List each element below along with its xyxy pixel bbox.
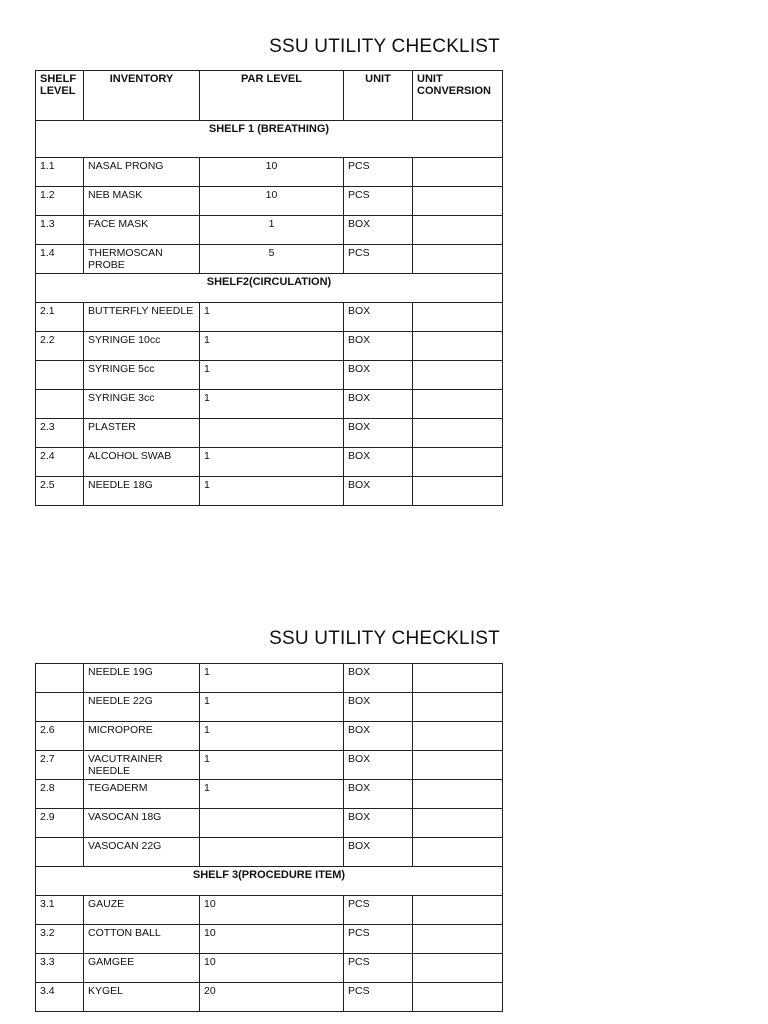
cell-inventory: VASOCAN 22G: [84, 838, 200, 867]
cell-inventory: GAMGEE: [84, 954, 200, 983]
cell-par-level: [200, 809, 344, 838]
section-title: SHELF 3(PROCEDURE ITEM): [36, 867, 503, 896]
cell-unit: BOX: [344, 303, 413, 332]
cell-unit: BOX: [344, 448, 413, 477]
cell-unit-conversion: [413, 693, 503, 722]
section-row: [36, 867, 503, 896]
cell-par-level: 1: [200, 303, 344, 332]
header-unit: UNIT: [344, 71, 413, 121]
cell-shelf-level: 1.1: [36, 158, 84, 187]
cell-unit: PCS: [344, 158, 413, 187]
cell-unit: BOX: [344, 419, 413, 448]
table-row: [36, 809, 503, 838]
cell-unit-conversion: [413, 664, 503, 693]
cell-unit-conversion: [413, 925, 503, 954]
cell-par-level: 1: [200, 216, 344, 245]
cell-inventory: NEEDLE 22G: [84, 693, 200, 722]
cell-shelf-level: 1.4: [36, 245, 84, 274]
cell-inventory: GAUZE: [84, 896, 200, 925]
cell-inventory: FACE MASK: [84, 216, 200, 245]
cell-unit: BOX: [344, 780, 413, 809]
cell-shelf-level: 2.8: [36, 780, 84, 809]
cell-inventory: THERMOSCAN PROBE: [84, 245, 200, 274]
cell-inventory: SYRINGE 5cc: [84, 361, 200, 390]
section-row: [36, 274, 503, 303]
cell-shelf-level: [36, 390, 84, 419]
cell-shelf-level: 2.4: [36, 448, 84, 477]
cell-unit-conversion: [413, 419, 503, 448]
cell-shelf-level: 1.2: [36, 187, 84, 216]
checklist-table-1: [35, 70, 503, 506]
table-row: [36, 245, 503, 274]
cell-inventory: PLASTER: [84, 419, 200, 448]
cell-unit-conversion: [413, 216, 503, 245]
cell-par-level: 20: [200, 983, 344, 1012]
table-row: [36, 925, 503, 954]
header-unit-conversion: UNIT CONVERSION: [413, 71, 503, 121]
cell-unit-conversion: [413, 477, 503, 506]
cell-par-level: 1: [200, 477, 344, 506]
cell-inventory: NASAL PRONG: [84, 158, 200, 187]
cell-inventory: ALCOHOL SWAB: [84, 448, 200, 477]
cell-shelf-level: [36, 664, 84, 693]
cell-unit-conversion: [413, 448, 503, 477]
cell-inventory: NEEDLE 18G: [84, 477, 200, 506]
cell-shelf-level: 3.3: [36, 954, 84, 983]
cell-par-level: 10: [200, 187, 344, 216]
cell-unit-conversion: [413, 838, 503, 867]
cell-unit: PCS: [344, 925, 413, 954]
cell-unit-conversion: [413, 780, 503, 809]
cell-inventory: SYRINGE 3cc: [84, 390, 200, 419]
table-row: [36, 448, 503, 477]
table-row: [36, 751, 503, 780]
cell-unit-conversion: [413, 896, 503, 925]
cell-shelf-level: 1.3: [36, 216, 84, 245]
cell-par-level: 1: [200, 448, 344, 477]
cell-inventory: VASOCAN 18G: [84, 809, 200, 838]
table-row: [36, 158, 503, 187]
cell-inventory: NEB MASK: [84, 187, 200, 216]
cell-par-level: 1: [200, 722, 344, 751]
cell-inventory: VACUTRAINER NEEDLE: [84, 751, 200, 780]
section-title: SHELF2(CIRCULATION): [36, 274, 503, 303]
header-par-level: PAR LEVEL: [200, 71, 344, 121]
cell-unit-conversion: [413, 187, 503, 216]
table-row: [36, 896, 503, 925]
cell-unit: BOX: [344, 751, 413, 780]
cell-unit-conversion: [413, 954, 503, 983]
cell-par-level: 10: [200, 925, 344, 954]
cell-unit-conversion: [413, 809, 503, 838]
page-title: SSU UTILITY CHECKLIST: [269, 628, 500, 649]
cell-inventory: SYRINGE 10cc: [84, 332, 200, 361]
cell-par-level: [200, 838, 344, 867]
table-row: [36, 216, 503, 245]
cell-unit-conversion: [413, 245, 503, 274]
page-title: SSU UTILITY CHECKLIST: [269, 36, 500, 57]
cell-inventory: MICROPORE: [84, 722, 200, 751]
cell-shelf-level: 2.5: [36, 477, 84, 506]
cell-par-level: 1: [200, 332, 344, 361]
cell-unit: BOX: [344, 332, 413, 361]
cell-unit-conversion: [413, 722, 503, 751]
cell-par-level: 1: [200, 780, 344, 809]
cell-shelf-level: 3.4: [36, 983, 84, 1012]
cell-shelf-level: 2.9: [36, 809, 84, 838]
cell-unit: BOX: [344, 693, 413, 722]
cell-par-level: 1: [200, 751, 344, 780]
cell-unit: PCS: [344, 896, 413, 925]
section-title: SHELF 1 (BREATHING): [36, 121, 503, 158]
cell-inventory: KYGEL: [84, 983, 200, 1012]
cell-unit: BOX: [344, 722, 413, 751]
cell-unit: BOX: [344, 477, 413, 506]
cell-unit: BOX: [344, 809, 413, 838]
cell-unit: BOX: [344, 664, 413, 693]
header-row: [36, 71, 503, 121]
cell-shelf-level: 2.2: [36, 332, 84, 361]
cell-par-level: 1: [200, 664, 344, 693]
cell-inventory: TEGADERM: [84, 780, 200, 809]
table-row: [36, 361, 503, 390]
cell-unit: PCS: [344, 983, 413, 1012]
table-row: [36, 722, 503, 751]
cell-par-level: 1: [200, 693, 344, 722]
cell-par-level: 10: [200, 158, 344, 187]
table-row: [36, 983, 503, 1012]
cell-shelf-level: 3.1: [36, 896, 84, 925]
cell-shelf-level: [36, 693, 84, 722]
cell-shelf-level: [36, 838, 84, 867]
table-row: [36, 838, 503, 867]
section-row: [36, 121, 503, 158]
cell-par-level: [200, 419, 344, 448]
cell-shelf-level: 3.2: [36, 925, 84, 954]
table-row: [36, 693, 503, 722]
cell-unit-conversion: [413, 390, 503, 419]
cell-unit: BOX: [344, 390, 413, 419]
table-row: [36, 664, 503, 693]
cell-shelf-level: 2.7: [36, 751, 84, 780]
table-row: [36, 780, 503, 809]
table-row: [36, 419, 503, 448]
cell-par-level: 1: [200, 390, 344, 419]
header-inventory: INVENTORY: [84, 71, 200, 121]
header-shelf-level: SHELF LEVEL: [36, 71, 84, 121]
cell-unit-conversion: [413, 361, 503, 390]
cell-unit: BOX: [344, 361, 413, 390]
cell-unit-conversion: [413, 751, 503, 780]
cell-unit: PCS: [344, 954, 413, 983]
table-row: [36, 390, 503, 419]
cell-inventory: BUTTERFLY NEEDLE: [84, 303, 200, 332]
cell-unit-conversion: [413, 158, 503, 187]
cell-shelf-level: 2.6: [36, 722, 84, 751]
cell-unit: PCS: [344, 187, 413, 216]
cell-unit-conversion: [413, 332, 503, 361]
table-row: [36, 477, 503, 506]
cell-shelf-level: [36, 361, 84, 390]
table-row: [36, 954, 503, 983]
checklist-table-2: [35, 663, 503, 1012]
cell-unit: PCS: [344, 245, 413, 274]
cell-unit-conversion: [413, 983, 503, 1012]
cell-inventory: NEEDLE 19G: [84, 664, 200, 693]
cell-shelf-level: 2.1: [36, 303, 84, 332]
cell-inventory: COTTON BALL: [84, 925, 200, 954]
cell-par-level: 5: [200, 245, 344, 274]
cell-shelf-level: 2.3: [36, 419, 84, 448]
table-row: [36, 303, 503, 332]
cell-par-level: 10: [200, 896, 344, 925]
cell-unit-conversion: [413, 303, 503, 332]
cell-par-level: 1: [200, 361, 344, 390]
cell-par-level: 10: [200, 954, 344, 983]
table-row: [36, 187, 503, 216]
cell-unit: BOX: [344, 216, 413, 245]
table-row: [36, 332, 503, 361]
cell-unit: BOX: [344, 838, 413, 867]
